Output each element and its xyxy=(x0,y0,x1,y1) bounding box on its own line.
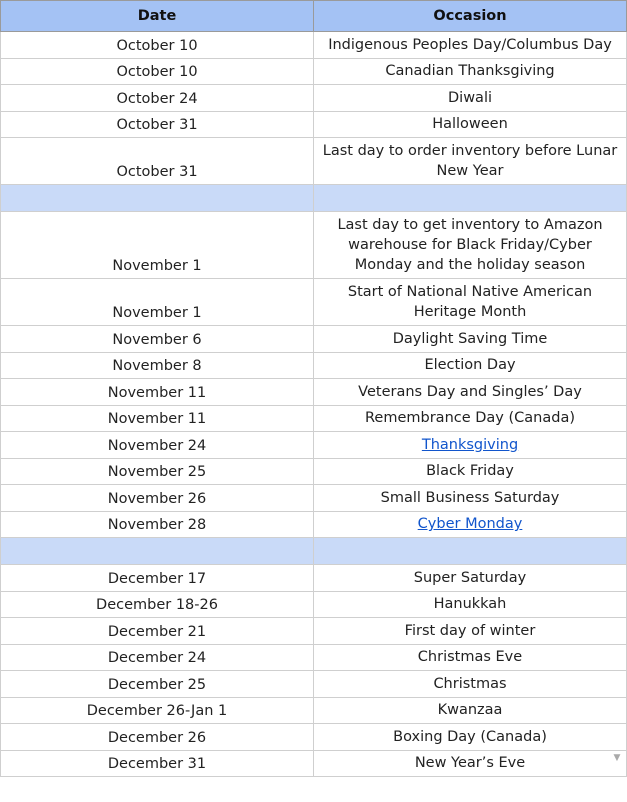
occasion-cell: Boxing Day (Canada) xyxy=(314,724,627,751)
occasion-cell: Election Day xyxy=(314,352,627,379)
table-row xyxy=(1,618,627,645)
table-row xyxy=(1,644,627,671)
date-cell: November 26 xyxy=(1,485,314,512)
date-cell: November 28 xyxy=(1,511,314,538)
occasion-cell: First day of winter xyxy=(314,618,627,645)
date-cell: December 31 xyxy=(1,750,314,777)
table-row xyxy=(1,458,627,485)
header-row xyxy=(1,1,627,32)
table-row xyxy=(1,326,627,353)
occasion-cell: Last day to order inventory before Lunar New Year xyxy=(314,138,627,185)
occasion-cell: Veterans Day and Singles’ Day xyxy=(314,379,627,406)
table-row xyxy=(1,405,627,432)
occasion-cell: Diwali xyxy=(314,85,627,112)
date-cell: December 24 xyxy=(1,644,314,671)
occasion-cell: Indigenous Peoples Day/Columbus Day xyxy=(314,32,627,59)
table-row xyxy=(1,85,627,112)
occasion-cell: Small Business Saturday xyxy=(314,485,627,512)
date-cell: December 26-Jan 1 xyxy=(1,697,314,724)
table-row xyxy=(1,697,627,724)
separator-cell xyxy=(1,538,314,565)
table-body xyxy=(1,32,627,777)
table-row xyxy=(1,485,627,512)
date-cell: October 24 xyxy=(1,85,314,112)
table-row xyxy=(1,212,627,279)
table-row xyxy=(1,432,627,459)
table-row xyxy=(1,511,627,538)
table-row xyxy=(1,591,627,618)
date-cell: December 25 xyxy=(1,671,314,698)
separator-row xyxy=(1,185,627,212)
date-cell: December 21 xyxy=(1,618,314,645)
table-row xyxy=(1,58,627,85)
occasion-cell: Super Saturday xyxy=(314,565,627,592)
separator-row xyxy=(1,538,627,565)
occasion-cell: Halloween xyxy=(314,111,627,138)
table-row xyxy=(1,279,627,326)
date-cell: October 10 xyxy=(1,32,314,59)
header-date: Date xyxy=(1,1,314,32)
date-cell: November 6 xyxy=(1,326,314,353)
occasion-cell: Remembrance Day (Canada) xyxy=(314,405,627,432)
separator-cell xyxy=(314,538,627,565)
table-row xyxy=(1,138,627,185)
date-cell: October 10 xyxy=(1,58,314,85)
occasion-link[interactable]: Cyber Monday xyxy=(417,516,523,533)
table-row xyxy=(1,352,627,379)
occasion-cell: Black Friday xyxy=(314,458,627,485)
date-cell: December 26 xyxy=(1,724,314,751)
date-cell: October 31 xyxy=(1,138,314,185)
occasion-cell xyxy=(314,511,627,538)
date-cell: November 11 xyxy=(1,405,314,432)
date-cell: November 8 xyxy=(1,352,314,379)
table-row xyxy=(1,724,627,751)
table-row xyxy=(1,111,627,138)
date-cell: November 24 xyxy=(1,432,314,459)
date-cell: December 18-26 xyxy=(1,591,314,618)
header-occasion: Occasion xyxy=(314,1,627,32)
occasion-cell: Hanukkah xyxy=(314,591,627,618)
occasion-link[interactable]: Thanksgiving xyxy=(421,436,519,453)
occasion-cell: Start of National Native American Heritage Month xyxy=(314,279,627,326)
date-cell: November 25 xyxy=(1,458,314,485)
table-row xyxy=(1,671,627,698)
date-cell: November 1 xyxy=(1,212,314,279)
separator-cell xyxy=(1,185,314,212)
date-cell: November 1 xyxy=(1,279,314,326)
occasion-cell xyxy=(314,432,627,459)
separator-cell xyxy=(314,185,627,212)
occasion-cell: Kwanzaa xyxy=(314,697,627,724)
table-row xyxy=(1,379,627,406)
date-cell: November 11 xyxy=(1,379,314,406)
date-cell: October 31 xyxy=(1,111,314,138)
occasion-cell: Christmas xyxy=(314,671,627,698)
occasion-cell: New Year’s Eve xyxy=(314,750,627,777)
occasion-cell: Christmas Eve xyxy=(314,644,627,671)
dropdown-arrow-icon[interactable]: ▼ xyxy=(613,753,621,763)
table-row xyxy=(1,565,627,592)
occasion-cell: Last day to get inventory to Amazon warehouse for Black Friday/Cyber Monday and the holiday season xyxy=(314,212,627,279)
occasion-cell: Canadian Thanksgiving xyxy=(314,58,627,85)
table-row xyxy=(1,32,627,59)
occasion-cell: Daylight Saving Time xyxy=(314,326,627,353)
table-row xyxy=(1,750,627,777)
date-cell: December 17 xyxy=(1,565,314,592)
